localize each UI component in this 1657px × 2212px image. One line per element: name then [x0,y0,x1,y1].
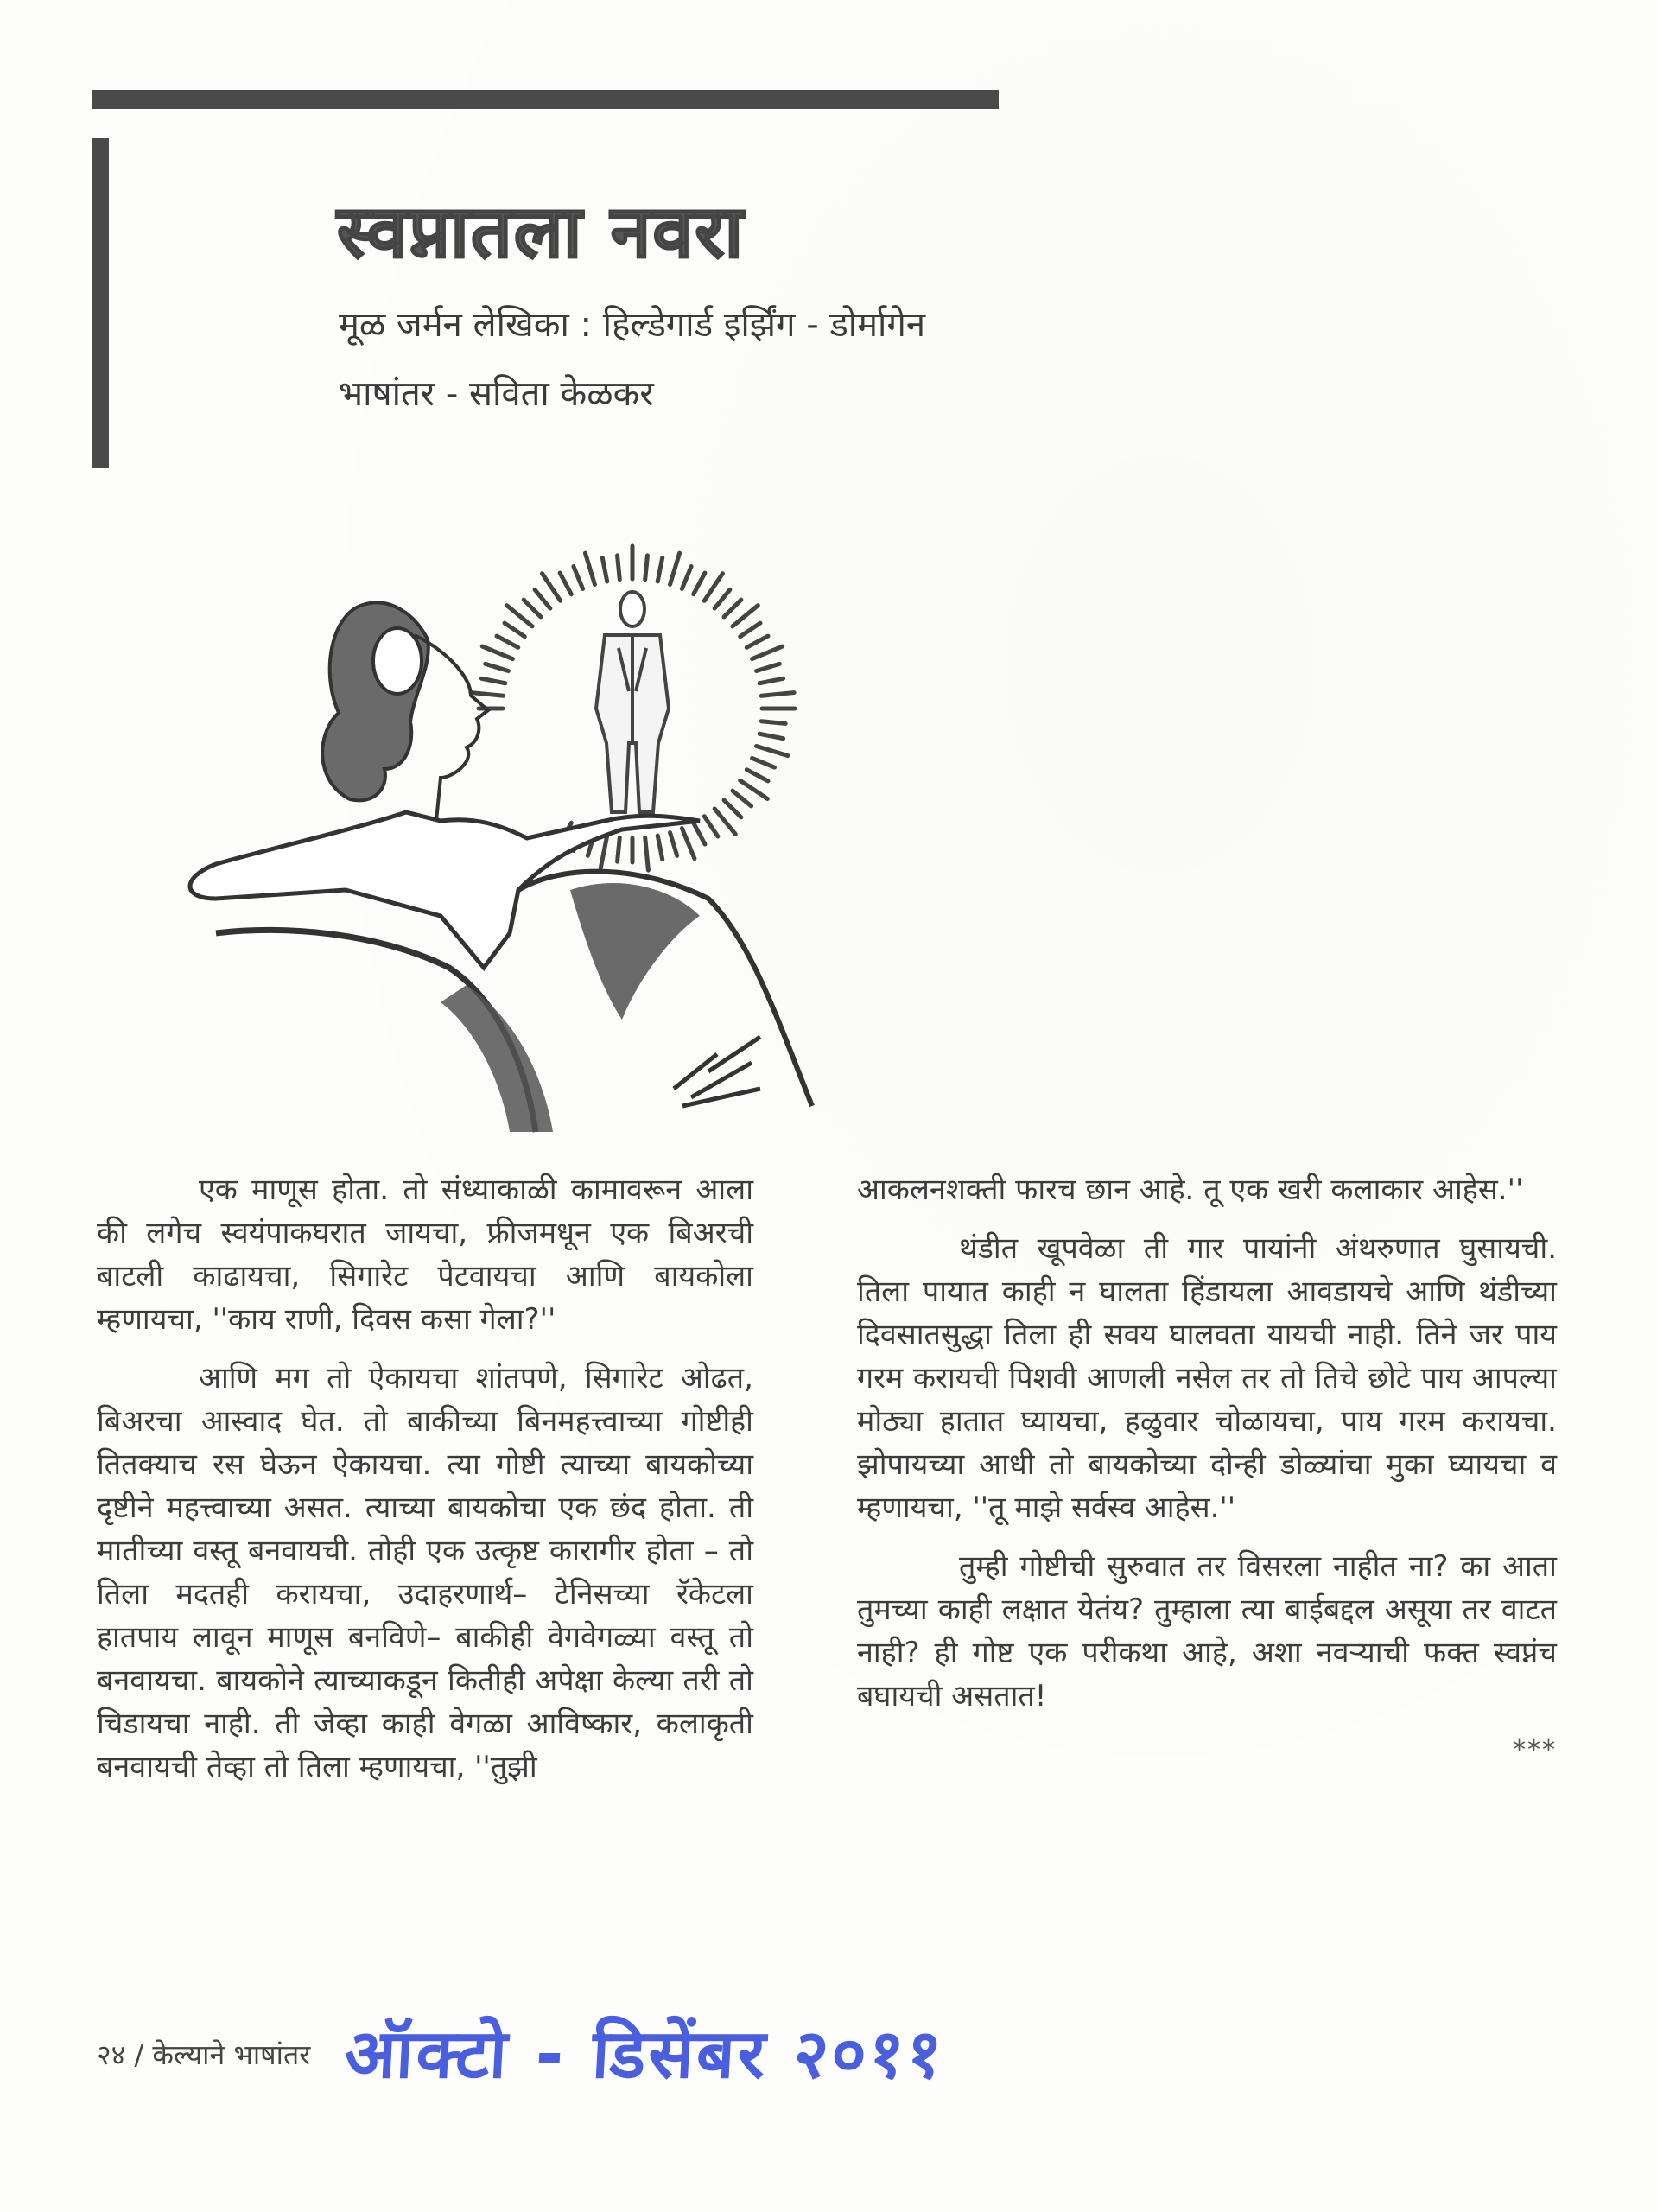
halo-ray [602,557,606,581]
halo-ray [657,557,662,581]
original-author-line: मूळ जर्मन लेखिका : हिल्डेगार्ड इर्झिंग - डोर्मागेन [339,305,926,345]
body-column-right [857,1168,1557,1768]
halo-ray [618,837,620,861]
halo-ray [524,600,541,617]
halo-ray [486,664,509,671]
article-title: स्वप्नातला नवरा [337,188,746,274]
halo-ray [759,734,783,738]
halo-ray [733,791,752,806]
halo-ray [682,567,691,589]
body-paragraph: आणि मग तो ऐकायचा शांतपणे, सिगारेट ओढत, बिअरचा आस्वाद घेत. तो बाकीच्या बिनमहत्त्वाच्या गोष्टीही तितक्याच रस घेऊन ऐकायचा. त्या गोष्टी त्याच्या बायकोच्या दृष्टीने महत्त्वाच्या असत. त्याच्या बायकोचा एक छंद होता. ती मातीच्या वस्तू बनवायची. तोही एक उत्कृष्ट कारागीर होता – तो तिला मदतही करायचा, उदाहरणार्थ– टेनिसच्या रॅकेटला हातपाय लावून माणूस बनविणे– बाकीही वेगवेगळ्या वस्तू तो बनवायचा. बायकोने त्याच्याकडून कितीही अपेक्षा केल्या तरी तो चिडायचा नाही. ती जेव्हा काही वेगळा आविष्कार, कलाकृती बनवायची तेव्हा तो तिला म्हणायचा, ''तुझी [97,1361,753,1784]
halo-ray [714,809,735,834]
story-end-mark: *** [1513,1735,1557,1765]
issue-date-stamp: ऑक्टो - डिसेंबर २०११ [342,2016,947,2094]
woman-holding-dream-man-illustration [156,484,881,1141]
halo-ray [761,693,794,696]
header-rule [92,90,999,109]
halo-ray [694,573,705,594]
halo-ray [682,829,695,859]
halo-ray [704,817,718,836]
halo-ray [600,836,606,868]
halo-ray [752,646,783,659]
halo-ray [670,833,677,856]
body-column-left [97,1168,753,1804]
halo-ray [471,693,504,696]
halo-ray [535,589,550,608]
halo-ray [752,758,775,767]
halo-ray [482,646,512,659]
halo-ray [714,589,730,608]
halo-ray [704,574,722,601]
halo-ray [543,574,561,601]
halo-ray [497,636,518,647]
halo-ray [585,553,594,584]
halo-ray [761,721,785,724]
halo-ray [733,606,758,626]
body-paragraph: थंडीत खूपवेळा ती गार पायांनी अंथरुणात घुसायची. तिला पायात काही न घालता हिंडायला आवडायचे आणि थंडीच्या दिवसातसुद्धा तिला ही सवय घालवता यायची नाही. तिने जर पाय गरम करायची पिशवी आणली नसेल तर तो तिचे छोटे पाय आपल्या मोठ्या हातात घ्यायचा, हळुवार चोळायचा, पाय गरम करायचा. झोपायच्या आधी तो बायकोच्या दोन्ही डोळ्यांचा मुका घ्यायचा व म्हणायचा, ''तू माझे सर्वस्व आहेस.'' [857,1231,1557,1525]
halo-ray [740,623,760,637]
halo-ray [746,770,768,781]
title-side-bar [92,138,109,468]
halo-ray [757,664,780,671]
halo-ray [574,567,583,589]
body-paragraph: एक माणूस होता. तो संध्याकाळी कामावरून आला की लगेच स्वयंपाकघरात जायचा, फ्रीजमधून एक बिअरची बाटली काढायचा, सिगारेट पेटवायचा आणि बायकोला म्हणायचा, ''काय राणी, दिवस कसा गेला?'' [97,1173,753,1337]
halo-ray [507,606,532,626]
halo-ray [746,636,768,647]
man-figure-icon [596,592,669,812]
halo-ray [724,800,741,817]
page-footer: २४ / केल्याने भाषांतर [97,2038,311,2071]
halo-ray [670,553,680,584]
halo-ray [694,823,705,844]
halo-ray [724,600,741,617]
halo-ray [657,836,662,859]
halo-ray [757,747,788,756]
halo-ray [618,556,620,580]
translator-line: भाषांतर - सविता केळकर [339,374,654,414]
body-paragraph: तुम्ही गोष्टीची सुरुवात तर विसरला नाहीत ना? का आता तुमच्या काही लक्षात येतंय? तुम्हाला त्या बाईबद्दल असूया तर वाटत नाही? ही गोष्ट एक परीकथा आहे, अशा नवऱ्याची फक्त स्वप्नंच बघायची असतात! [857,1549,1557,1713]
halo-ray [505,623,524,637]
halo-ray [645,556,648,580]
halo-ray [759,678,783,683]
footer-row [97,2013,1605,2096]
halo-ray [645,837,649,870]
body-paragraph: आकलनशक्ती फारच छान आहे. तू एक खरी कलाकार आहेस.'' [857,1173,1524,1207]
halo-ray [560,573,571,594]
halo-ray [481,678,505,683]
halo-ray [740,780,768,798]
